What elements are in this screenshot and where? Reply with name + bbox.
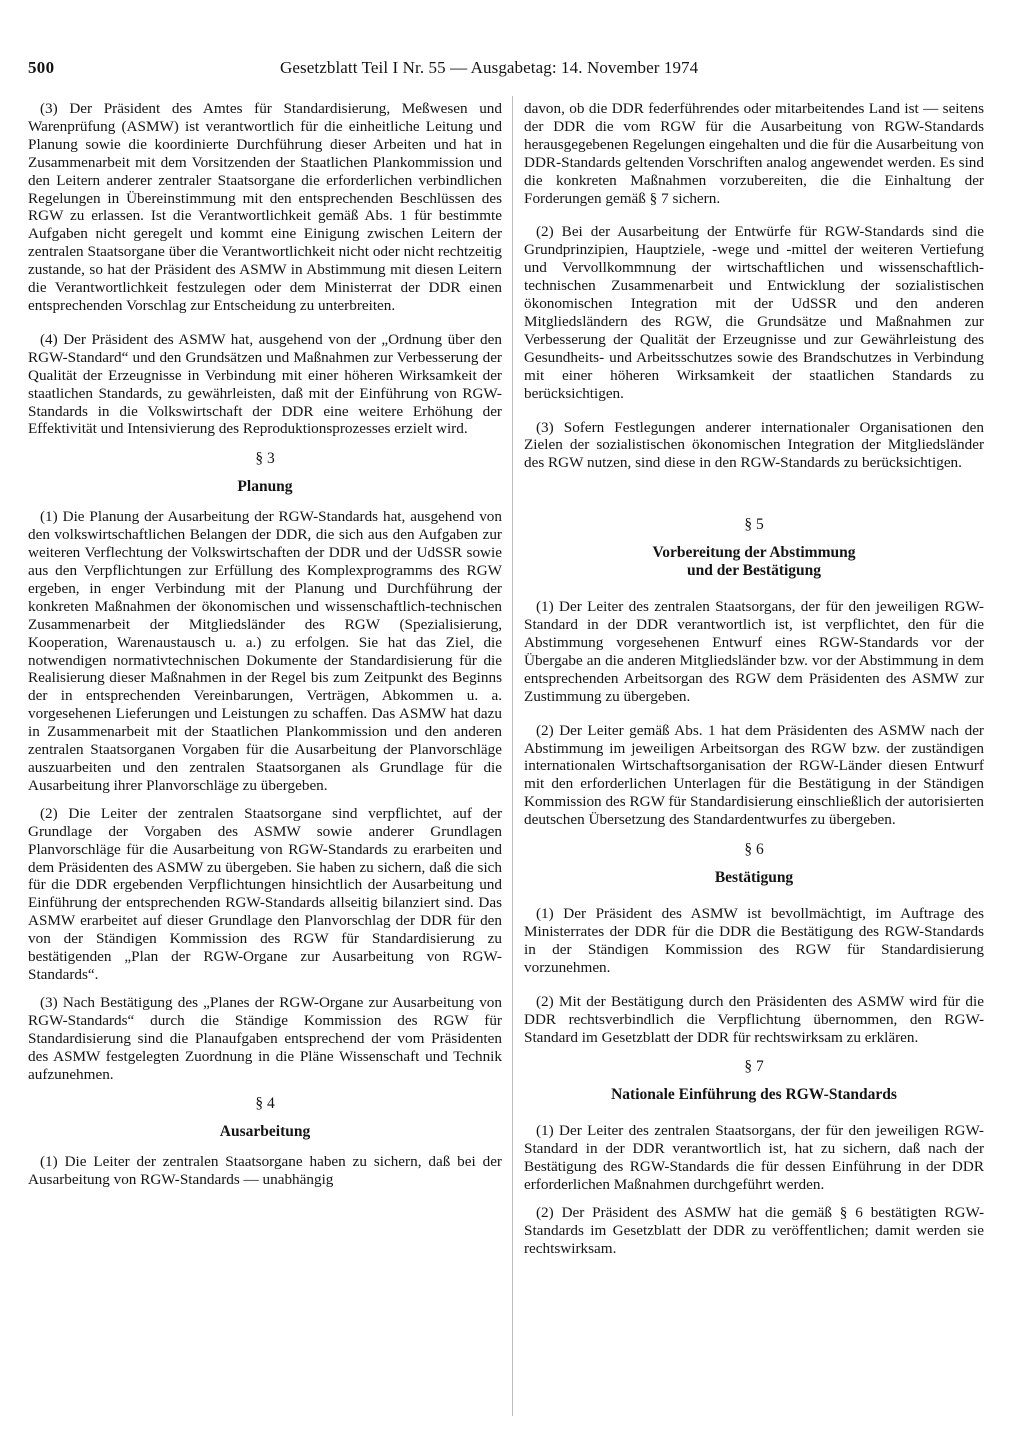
section-5-title bbox=[524, 544, 984, 580]
paragraph-7-1: (1) Der Leiter des zentralen Staatsorgans, der für den jeweiligen RGW-Standard in der DDR verantwortlich ist, hat zu sichern, daß nach der Bestätigung des RGW-Standards die für dessen Einführung in der DDR erforderlichen Maßnahmen durchgeführt werden. bbox=[524, 1122, 984, 1194]
paragraph-4-3: (3) Sofern Festlegungen anderer internationaler Organisationen den Zielen der sozialistischen ökonomischen Integration der Mitgliedsländer des RGW nutzen, sind diese in den RGW-Standards zu berücksichtigen. bbox=[524, 418, 984, 472]
paragraph-4-1-start: (1) Die Leiter der zentralen Staatsorgane haben zu sichern, daß bei der Ausarbeitung von RGW-Standards — unabhängig bbox=[28, 1153, 502, 1189]
paragraph-6-1: (1) Der Präsident des ASMW ist bevollmächtigt, im Auftrage des Ministerrates der DDR für die DDR die Bestätigung des RGW-Standards in der Ständigen Kommission des RGW für Standardisierung vorzunehmen. bbox=[524, 905, 984, 976]
section-4-title: Ausarbeitung bbox=[219, 1123, 311, 1141]
paragraph-5-1: (1) Der Leiter des zentralen Staatsorgans, der für den jeweiligen RGW-Standard in der DDR verantwortlich ist, ist verpflichtet, den für die Abstimmung vorgesehenen Entwurf eines RGW-Standards vor der Übergabe an die anderen Mitgliedsländer bzw. vor der Abstimmung in dem entsprechenden Arbeitsorgan des RGW dem Präsidenten des ASMW zur Zustimmung zu übergeben. bbox=[524, 598, 984, 705]
paragraph-2-3: (3) Der Präsident des Amtes für Standardisierung, Meßwesen und Warenprüfung (ASMW) ist verantwortlich für die einheitliche Leitung und Planung sowie die koordinierte Durchführung dieser Arbeiten und hat in Zusammenarbeit mit dem Vorsitzenden der Staatlichen Plankommission und den Leitern anderer zentraler Staatsorgane die erforderlichen verbindlichen Regelungen in Übereinstimmung mit den entsprechenden Beschlüssen des RGW zu erlassen. Ist die Verantwortlichkeit gemäß Abs. 1 für bestimmte Aufgaben nicht geregelt und kommt eine Einigung zwischen Leitern der zentralen Staatsorgane über die Verantwortlichkeit nicht oder nicht rechtzeitig zustande, so hat der Präsident des ASMW in Abstimmung mit diesen Leitern die Verantwortlichkeit festzulegen oder dem Ministerrat der DDR einen entsprechenden Vorschlag zur Entscheidung zu unterbreiten. bbox=[28, 100, 502, 314]
section-5-number: § 5 bbox=[744, 516, 764, 534]
paragraph-7-2: (2) Der Präsident des ASMW hat die gemäß § 6 bestätigten RGW-Standards im Gesetzblatt der DDR zu veröffentlichen; damit werden sie rechtswirksam. bbox=[524, 1204, 984, 1257]
running-head: Gesetzblatt Teil I Nr. 55 — Ausgabetag: 14. November 1974 bbox=[280, 58, 699, 77]
paragraph-4-1-cont: davon, ob die DDR federführendes oder mitarbeitendes Land ist — seitens der DDR die vom RGW für die Ausarbeitung von RGW-Standards herausgegebenen Regelungen eingehalten und die für die Ausarbeitung von DDR-Standards geltenden Vorschriften analog angewendet werden. Es sind die konkreten Maßnahmen vorzubereiten, die die Einhaltung der Forderungen gemäß § 7 sichern. bbox=[524, 100, 984, 207]
section-7-title: Nationale Einführung des RGW-Standards bbox=[611, 1086, 897, 1104]
right-column bbox=[524, 100, 984, 1268]
paragraph-3-1: (1) Die Planung der Ausarbeitung der RGW-Standards hat, ausgehend von den volkswirtschaftlichen Belangen der DDR, die sich aus den Aufgaben zur weiteren Verflechtung der Volkswirtschaften der DDR und der UdSSR sowie aus den Verpflichtungen zur Erfüllung des Komplexprogramms des RGW ergeben, in enger Verbindung mit der Planung und Durchführung der konkreten Maßnahmen der ökonomischen und wissenschaftlich-technischen Zusammenarbeit der Mitgliedsländer des RGW (Spezialisierung, Kooperation, Warenaustausch u. a.) zu erfolgen. Sie hat das Ziel, die notwendigen normativtechnischen Dokumente der Standardisierung für die Realisierung dieser Maßnahmen in der Regel bis zum Zeitpunkt des Beginns der in entsprechenden Vereinbarungen, Verträgen, Abkommen u. a. vorgesehenen Lieferungen und Leistungen zu schaffen. Das ASMW hat dazu in Zusammenarbeit mit der Staatlichen Plankommission und den anderen zentralen Staatsorganen Vorgaben für die Ausarbeitung der Planvorschläge auszuarbeiten und den zentralen Staatsorganen als Grundlage für die Ausarbeitung ihrer Planvorschläge zu übergeben. bbox=[28, 508, 502, 794]
page-number: 500 bbox=[28, 58, 55, 77]
paragraph-4-2: (2) Bei der Ausarbeitung der Entwürfe für RGW-Standards sind die Grundprinzipien, Hauptziele, -wege und -mittel der weiteren Vertiefung und Vervollkommnung der wirtschaftlichen und wissenschaftlich-technischen Zusammenarbeit und Entwicklung der sozialistischen ökonomischen Integration mit der UdSSR und den anderen Mitgliedsländern des RGW, die Grundsätze und Maßnahmen zur Verbesserung der Qualität der Erzeugnisse und zur Gewährleistung des Gesundheits- und Arbeitsschutzes sowie des Brandschutzes in Verbindung mit einer höheren Wirksamkeit der staatlichen Standards zu berücksichtigen. bbox=[524, 223, 984, 402]
paragraph-3-2: (2) Die Leiter der zentralen Staatsorgane sind verpflichtet, auf der Grundlage der Vorgaben des ASMW sowie anderer Grundlagen Planvorschläge für die Ausarbeitung von RGW-Standards zu erarbeiten und dem Präsidenten des ASMW zu übergeben. Sie haben zu sichern, daß die sich für die DDR ergebenden Verpflichtungen hinsichtlich der Ausarbeitung und Einführung der entsprechenden RGW-Standards allseitig bilanziert sind. Das ASMW erarbeitet auf dieser Grundlage den Planvorschlag der DDR für den von der Ständigen Kommission des RGW für Standardisierung zu bestätigenden „Plan der RGW-Organe zur Ausarbeitung von RGW-Standards“. bbox=[28, 804, 502, 983]
section-4-number: § 4 bbox=[255, 1095, 275, 1113]
left-column bbox=[28, 100, 502, 1199]
column-divider bbox=[512, 96, 513, 1416]
section-5-title-line-2: und der Bestätigung bbox=[686, 562, 822, 580]
paragraph-6-2: (2) Mit der Bestätigung durch den Präsidenten des ASMW wird für die DDR rechtsverbindlich die Verpflichtung übernommen, den RGW-Standard im Gesetzblatt der DDR für rechtswirksam zu erklären. bbox=[524, 992, 984, 1046]
section-5-title-line-1: Vorbereitung der Abstimmung bbox=[652, 544, 856, 562]
section-7-number: § 7 bbox=[744, 1058, 764, 1076]
paragraph-3-3: (3) Nach Bestätigung des „Planes der RGW-Organe zur Ausarbeitung von RGW-Standards“ durch die Ständige Kommission des RGW für Standardisierung sind die Planaufgaben entsprechend der vom Präsidenten des ASMW festgelegten Zuordnung in die Pläne Wissenschaft und Technik aufzunehmen. bbox=[28, 993, 502, 1083]
section-3-title: Planung bbox=[237, 478, 293, 496]
paragraph-5-2: (2) Der Leiter gemäß Abs. 1 hat dem Präsidenten des ASMW nach der Abstimmung im jeweiligen Arbeitsorgan des RGW bzw. der zuständigen internationalen Wirtschaftsorganisation der RGW-Länder diesen Entwurf mit den erforderlichen Unterlagen für die Bestätigung in der Ständigen Kommission des RGW für Standardisierung einschließlich der autorisierten deutschen Übersetzung des Standardentwurfes zu übergeben. bbox=[524, 721, 984, 829]
section-3-number: § 3 bbox=[255, 450, 275, 468]
section-6-number: § 6 bbox=[744, 841, 764, 859]
section-6-title: Bestätigung bbox=[714, 869, 794, 887]
paragraph-2-4: (4) Der Präsident des ASMW hat, ausgehend von der „Ordnung über den RGW-Standard“ und den Grundsätzen und Maßnahmen zur Verbesserung der Qualität der Erzeugnisse in Verbindung mit einer höheren Wirksamkeit der staatlichen Standards, zu gewährleisten, daß mit der Einführung von RGW-Standards in die Volkswirtschaft der DDR eine weitere Erhöhung der Effektivität und Intensivierung des Reproduktionsprozesses erzielt wird. bbox=[28, 330, 502, 438]
